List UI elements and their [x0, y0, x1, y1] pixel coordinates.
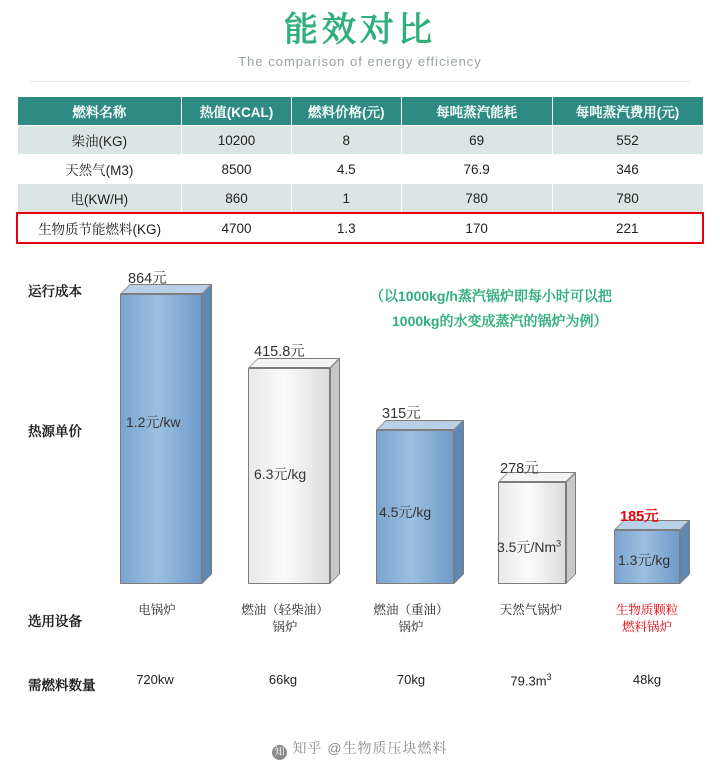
table-row: [17, 126, 703, 155]
bar-chart: [0, 262, 720, 732]
watermark-text: 知乎 @生物质压块燃料: [292, 740, 448, 756]
bar-side: [454, 420, 464, 584]
equipment-label-5-line2: 燃料锅炉: [621, 620, 672, 634]
label-equipment: 选用设备: [28, 614, 82, 629]
table-header-row: [17, 97, 703, 126]
label-fuel-qty: 需燃料数量: [28, 678, 96, 693]
cell-steam-consumption: 780: [401, 184, 552, 214]
label-unit-price: 热源单价: [28, 424, 82, 439]
column-header-steam-consumption: 每吨蒸汽能耗: [401, 97, 552, 126]
cell-fuel-name: 生物质节能燃料(KG): [17, 213, 182, 243]
cell-heat-value: 4700: [182, 213, 292, 243]
bar-value-label-5: 185元: [620, 509, 659, 525]
chart-note-line2: 1000kg的水变成蒸汽的锅炉为例）: [392, 313, 608, 329]
bar-value-label-4: 278元: [500, 461, 539, 477]
bar-side: [680, 520, 690, 584]
cell-fuel-price: 1.3: [291, 213, 401, 243]
column-header-heat-value: 热值(KCAL): [182, 97, 292, 126]
bar-unitprice-label-3: 4.5元/kg: [379, 504, 432, 520]
cell-steam-cost: 780: [552, 184, 703, 214]
cell-heat-value: 10200: [182, 126, 292, 155]
bar-face: [498, 482, 566, 584]
bar-side: [202, 284, 212, 584]
energy-table-wrap: [16, 96, 704, 244]
bar-unitprice-label-1: 1.2元/kw: [126, 414, 181, 430]
header-divider: [30, 81, 690, 82]
cell-steam-consumption: 69: [401, 126, 552, 155]
chart-note-line1: （以1000kg/h蒸汽锅炉即每小时可以把: [370, 288, 612, 304]
equipment-label-5-line1: 生物质颗粒: [615, 603, 679, 617]
cell-heat-value: 860: [182, 184, 292, 214]
bar-natural-gas-boiler: [498, 482, 566, 584]
cell-fuel-price: 1: [291, 184, 401, 214]
table-row-highlighted: [17, 213, 703, 243]
page-subtitle: The comparison of energy efficiency: [238, 54, 482, 69]
bar-side: [330, 358, 340, 584]
equipment-label-2-line2: 锅炉: [272, 620, 298, 634]
cell-fuel-name: 电(KW/H): [17, 184, 182, 214]
fuel-qty-1: 720kw: [136, 672, 174, 687]
equipment-label-2: [230, 602, 340, 636]
cell-fuel-name: 柴油(KG): [17, 126, 182, 155]
equipment-label-1: [102, 602, 212, 619]
equipment-label-5: [592, 602, 702, 636]
cell-steam-consumption: 76.9: [401, 155, 552, 184]
column-header-steam-cost: 每吨蒸汽费用(元): [552, 97, 703, 126]
table-row: [17, 184, 703, 214]
label-running-cost: 运行成本: [28, 284, 82, 299]
cell-fuel-price: 8: [291, 126, 401, 155]
bar-electric-boiler: [120, 294, 202, 584]
energy-comparison-table: [16, 96, 704, 244]
bar-side: [566, 472, 576, 584]
table-row: [17, 155, 703, 184]
watermark: [0, 738, 720, 760]
equipment-label-2-line1: 燃油（轻柴油）: [241, 603, 329, 617]
cell-fuel-price: 4.5: [291, 155, 401, 184]
cell-steam-consumption: 170: [401, 213, 552, 243]
equipment-label-4-line1: 天然气锅炉: [499, 603, 563, 617]
fuel-qty-5: 48kg: [632, 672, 662, 687]
cell-steam-cost: 221: [552, 213, 703, 243]
equipment-label-1-line1: 电锅炉: [138, 603, 176, 617]
fuel-qty-3: 70kg: [396, 672, 426, 687]
cell-steam-cost: 552: [552, 126, 703, 155]
cell-heat-value: 8500: [182, 155, 292, 184]
page-title: 能效对比: [284, 11, 436, 49]
chart-note: [370, 284, 700, 334]
bar-value-label-1: 864元: [128, 271, 167, 287]
column-header-fuel-name: 燃料名称: [17, 97, 182, 126]
bar-unitprice-label-5: 1.3元/kg: [618, 552, 671, 568]
zhihu-logo-icon: 知: [274, 747, 286, 758]
bar-value-label-3: 315元: [382, 406, 421, 422]
equipment-label-3: [356, 602, 466, 636]
cell-steam-cost: 346: [552, 155, 703, 184]
equipment-label-3-line1: 燃油（重油）: [373, 603, 449, 617]
equipment-label-4: [476, 602, 586, 619]
cell-fuel-name: 天然气(M3): [17, 155, 182, 184]
page-header: [0, 0, 720, 82]
column-header-fuel-price: 燃料价格(元): [291, 97, 401, 126]
equipment-label-3-line2: 锅炉: [398, 620, 424, 634]
bar-face: [120, 294, 202, 584]
bar-value-label-2: 415.8元: [254, 344, 305, 360]
fuel-qty-4: $79.3m^3$: [510, 672, 552, 689]
fuel-qty-2: 66kg: [268, 672, 298, 687]
bar-unitprice-label-2: 6.3元/kg: [254, 466, 307, 482]
bar-unitprice-label-4: 3.5元/Nm$^3$: [497, 538, 562, 555]
